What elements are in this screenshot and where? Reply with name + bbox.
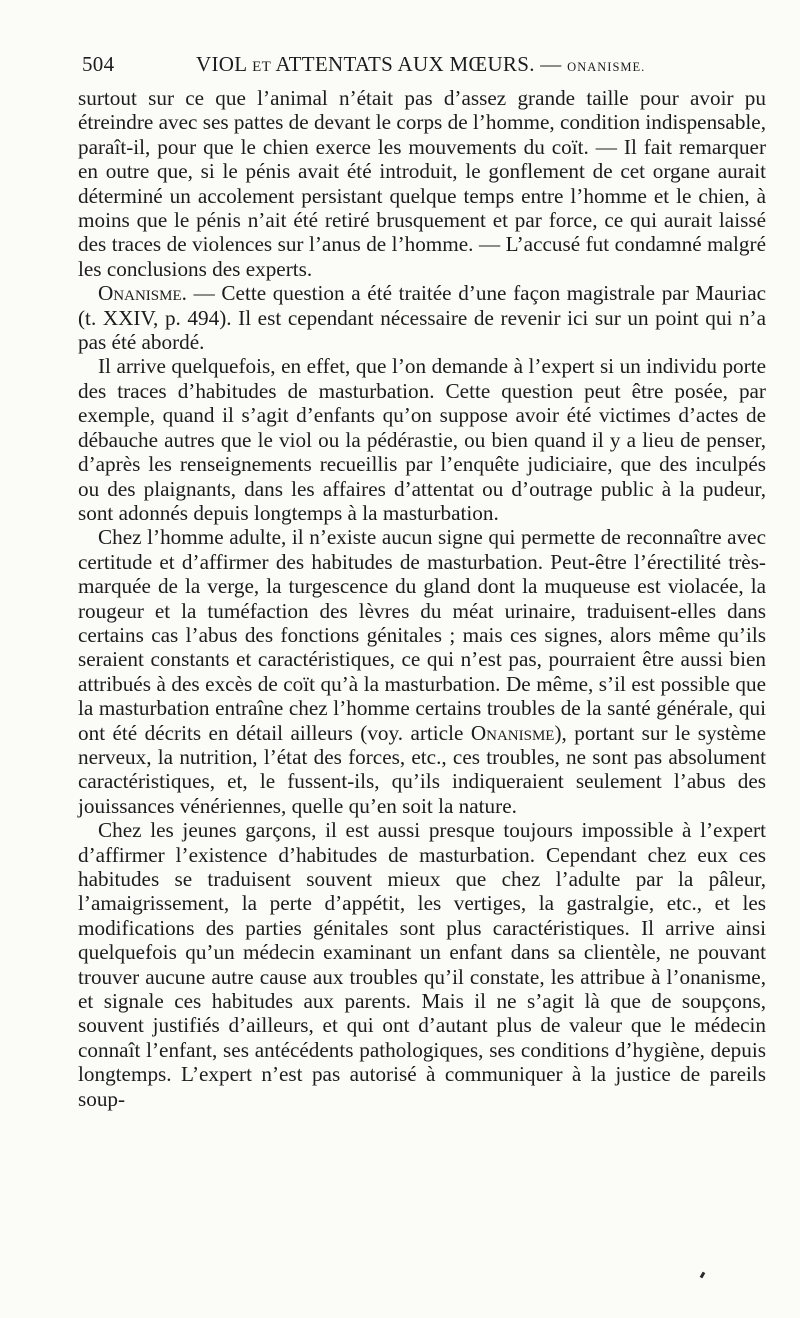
section-heading: Onanisme. — [98, 281, 187, 306]
running-title — [196, 52, 645, 77]
page-number: 504 — [82, 52, 115, 76]
paragraph-onanisme-text: — Cette question a été traitée d’une façon magistrale par Mauriac (t. XXIV, p. 494). Il est cependant nécessaire de revenir ici sur un point qui n’a pas été abordé. — [78, 281, 766, 355]
paragraph-expert-question: Il arrive quelquefois, en effet, que l’on demande à l’expert si un individu porte des traces d’habitudes de masturbation. Cette question peut être posée, par exemple, quand il s’agit d’enfants qu’on suppose avoir été victimes d’actes de débauche autres que le viol ou la pédérastie, ou bien quand il y a lieu de penser, d’après les renseignements recueillis par l’enquête judiciaire, que des inculpés ou des plaignants, dans les affaires d’attentat ou d’outrage public à la pudeur, sont adonnés depuis longtemps à la masturbation. — [78, 354, 766, 525]
paragraph-adult — [78, 525, 766, 818]
paragraph-onanisme — [78, 281, 766, 354]
adult-text-after: ), portant sur le système nerveux, la nutrition, l’état des forces, etc., ces troubles, ne sont pas absolument caractéristiques, et, le fussent-ils, qu’ils indiqueraient seulement l’abus des jouissances vénériennes, quelle qu’en soit la nature. — [78, 720, 766, 818]
title-section: ONANISME. — [567, 60, 646, 74]
title-part1: VIOL — [196, 52, 247, 76]
body-text — [78, 86, 766, 1111]
title-part2: ATTENTATS AUX MŒURS. — — [275, 52, 562, 76]
paragraph-young-boys: Chez les jeunes garçons, il est aussi presque toujours impossible à l’expert d’affirmer l’existence d’habitudes de masturbation. Cependant chez eux ces habitudes se traduisent souvent mieux que chez l’adulte par la pâleur, l’amaigrissement, la perte d’appétit, les vertiges, la gastralgie, etc., et les modifications des parties génitales sont plus caractéristiques. Il arrive ainsi quelquefois qu’un médecin examinant un enfant dans sa clientèle, ne pouvant trouver aucune autre cause aux troubles qu’il constate, les attribue à l’onanisme, et signale ces habitudes aux parents. Mais il ne s’agit là que de soupçons, souvent justifiés d’ailleurs, et qui ont d’autant plus de valeur que le médecin connaît l’enfant, ses antécédents pathologiques, ses conditions d’hygiène, depuis longtemps. L’expert n’est pas autorisé à communiquer à la justice de pareils soup- — [78, 818, 766, 1111]
adult-text-before: Chez l’homme adulte, il n’existe aucun signe qui permette de reconnaître avec certitude et d’affirmer des habitudes de masturbation. Peut-être l’érectilité très-marquée de la verge, la turgescence du gland dont la muqueuse est violacée, la rougeur et la tuméfaction des lèvres du méat urinaire, traduisent-elles dans certains cas l’abus des fonctions génitales ; mais ces signes, alors même qu’ils seraient constants et caractéristiques, ce qui n’est pas, pourraient être aussi bien attribués à des excès de coït qu’à la masturbation. De même, s’il est possible que la masturbation entraîne chez l’homme certains troubles de la santé générale, qui ont été décrits en détail ailleurs (voy. article — [78, 525, 766, 745]
title-et: ET — [252, 59, 272, 75]
print-speck — [700, 1272, 706, 1279]
cross-reference: Onanisme — [470, 720, 555, 745]
running-header — [78, 48, 766, 86]
paragraph-continued: surtout sur ce que l’animal n’était pas d’assez grande taille pour avoir pu étreindre avec ses pattes de devant le corps de l’homme, condition indispensable, paraît-il, pour que le chien exerce les mouvements du coït. — Il fait remarquer en outre que, si le pénis avait été introduit, le gonflement de cet organe aurait déterminé un accolement persistant quelque temps entre l’homme et le chien, à moins que le pénis n’ait été retiré brusquement et par force, ce qui aurait laissé des traces de violences sur l’anus de l’homme. — L’accusé fut condamné malgré les conclusions des experts. — [78, 86, 766, 281]
